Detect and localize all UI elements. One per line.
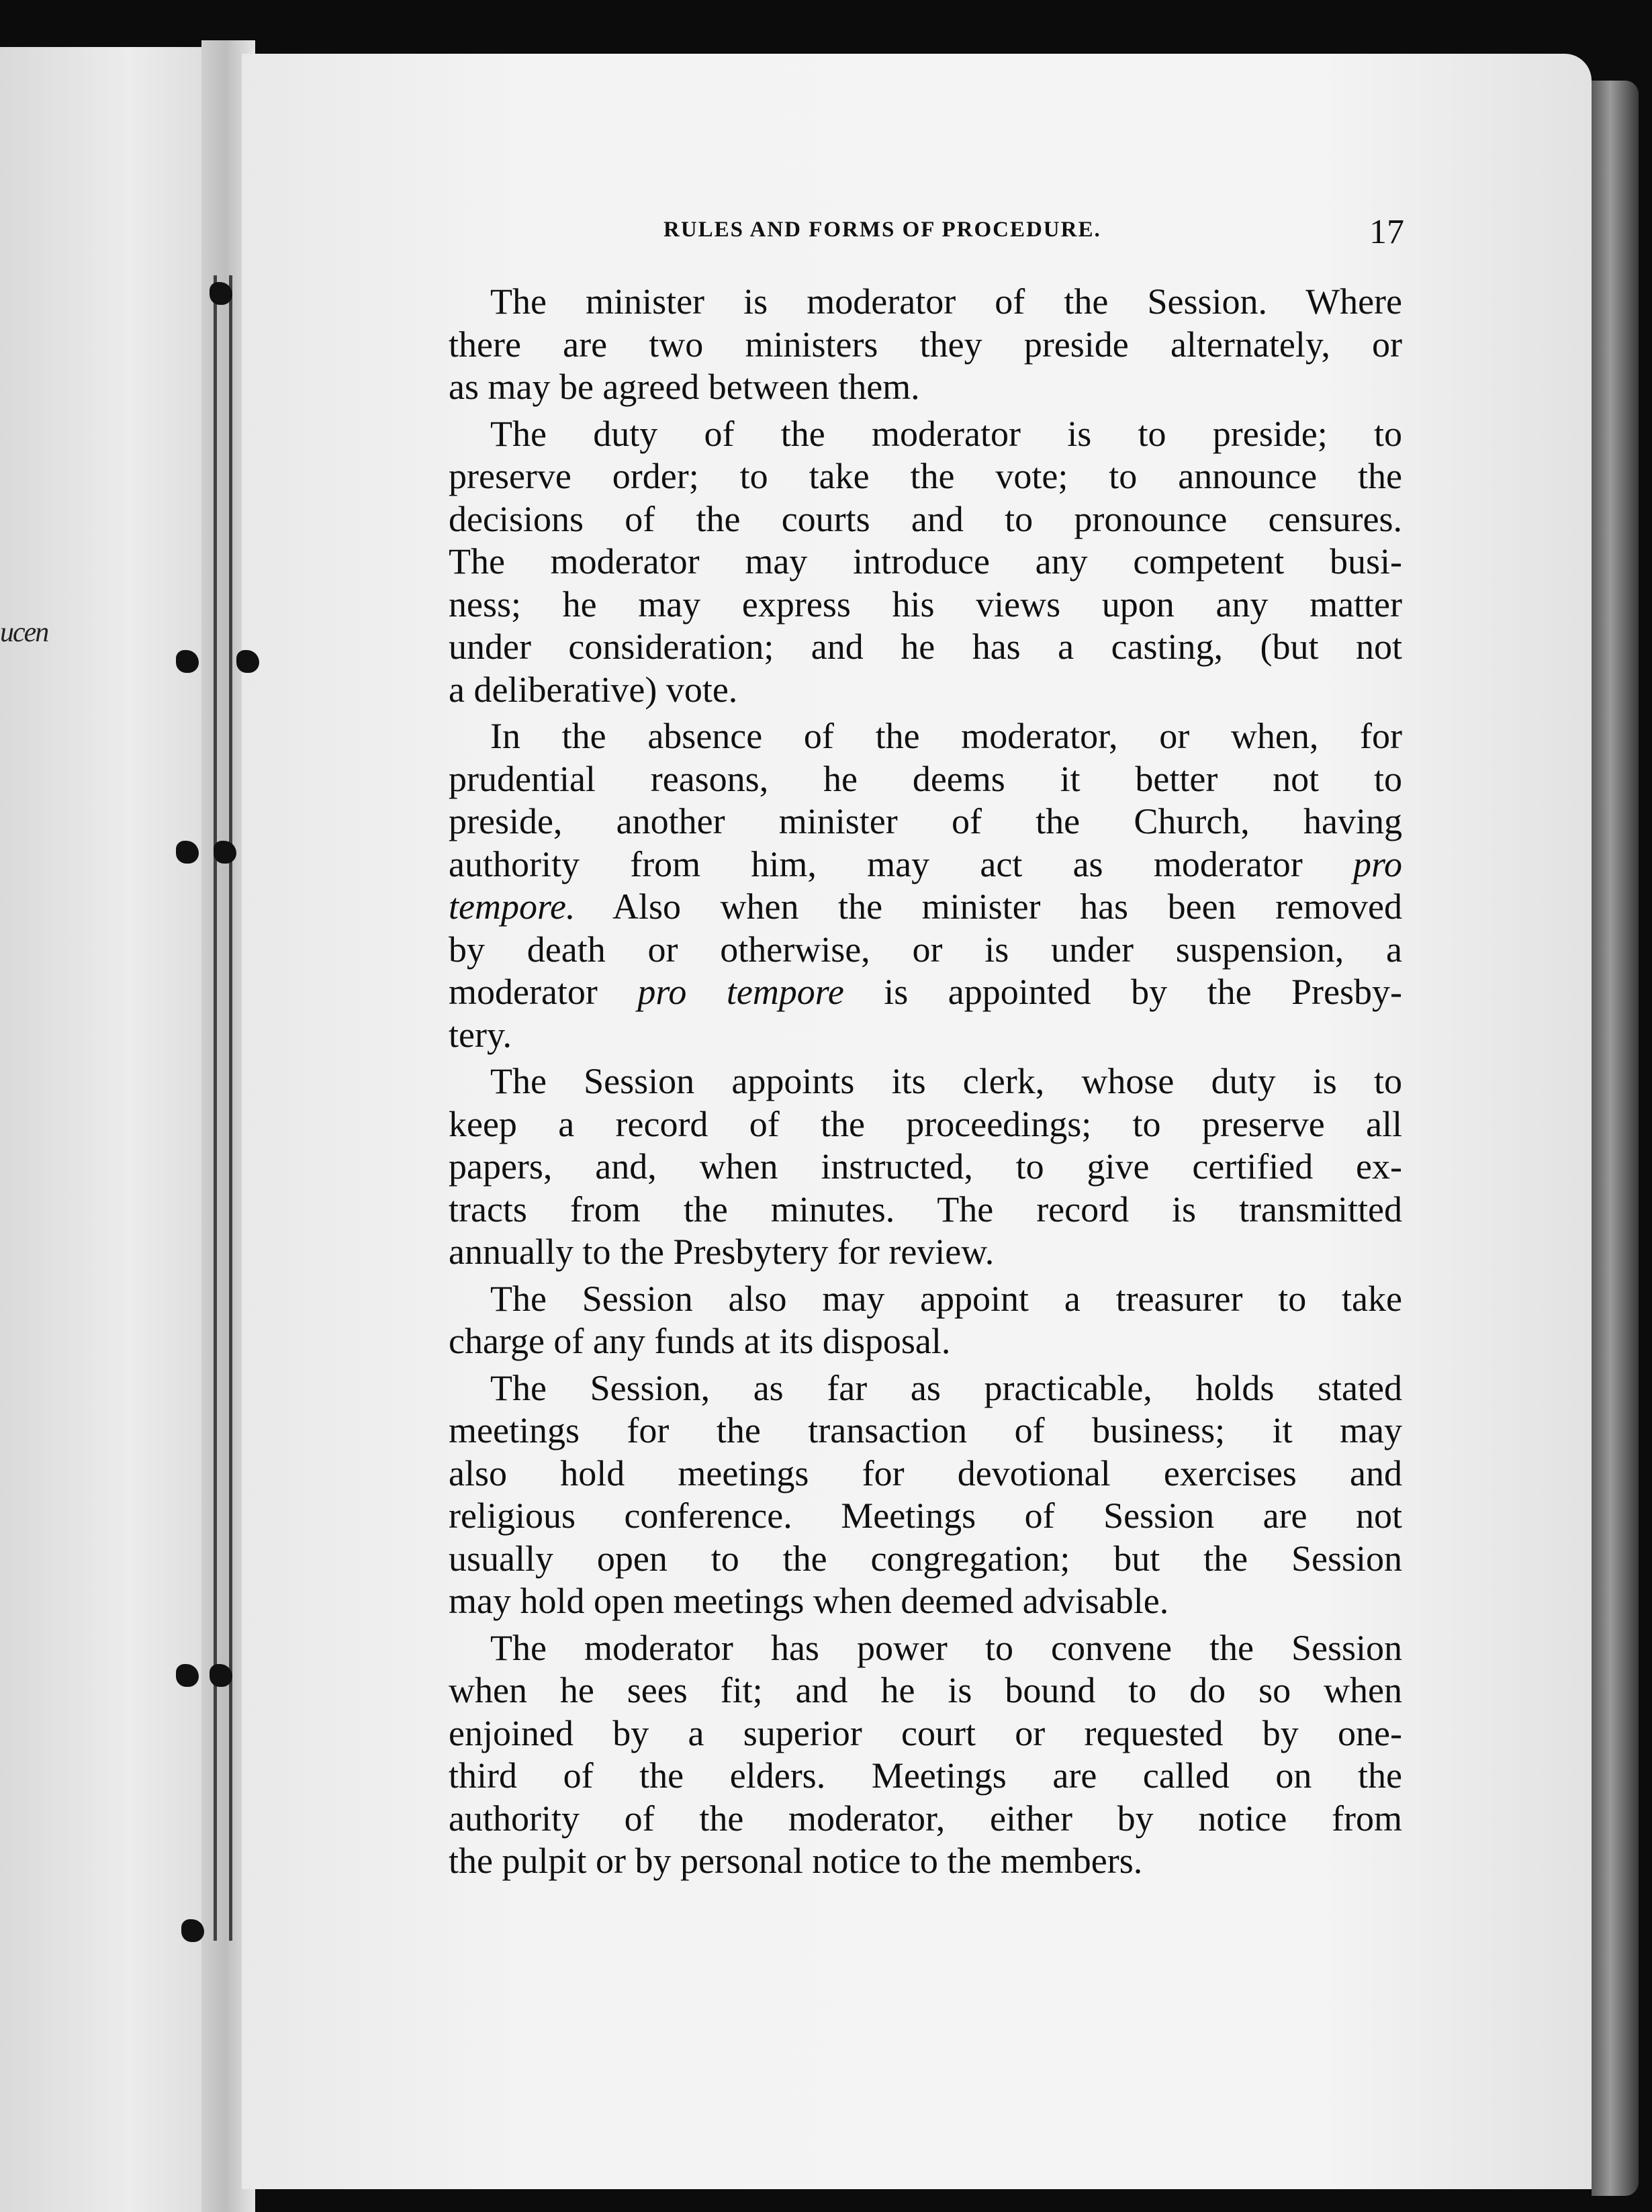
page-edge (1592, 81, 1639, 2196)
text-line: prudential reasons, he deems it better not to (449, 758, 1402, 799)
stitch-knot (214, 841, 236, 864)
text-line: The Session also may appoint a treasurer to take (490, 1278, 1402, 1319)
text-line: authority of the moderator, either by notice from (449, 1798, 1402, 1839)
text-line: tracts from the minutes. The record is transmitted (449, 1189, 1402, 1230)
text-line: meetings for the transaction of business; it may (449, 1410, 1402, 1450)
text-line (449, 843, 1402, 886)
stitch-knot (181, 1919, 204, 1942)
text-line: may hold open meetings when deemed advisable. (449, 1581, 1169, 1621)
paragraph (449, 281, 1402, 409)
text-line: usually open to the congregation; but the Session (449, 1538, 1402, 1579)
text-run: Also when the minister has been removed (575, 886, 1402, 927)
stitch-knot (176, 1664, 199, 1687)
stitch-knot (210, 282, 232, 305)
text-line: a deliberative) vote. (449, 669, 738, 710)
text-line: by death or otherwise, or is under suspension, a (449, 929, 1402, 970)
paragraph (449, 1367, 1402, 1623)
text-line: The moderator may introduce any competent busi- (449, 541, 1402, 582)
text-line: The moderator has power to convene the Session (490, 1627, 1402, 1668)
text-line: preside, another minister of the Church, having (449, 801, 1402, 841)
text-line: preserve order; to take the vote; to announce the (449, 456, 1402, 496)
text-line: ness; he may express his views upon any matter (449, 584, 1402, 625)
text-line: under consideration; and he has a casting, (but not (449, 627, 1402, 667)
paragraph (449, 1060, 1402, 1274)
stitch-knot (236, 650, 259, 673)
paragraph (449, 413, 1402, 712)
text-line: third of the elders. Meetings are called on the (449, 1755, 1402, 1796)
italic-run: pro tempore (637, 972, 844, 1012)
text-line: keep a record of the proceedings; to preserve all (449, 1103, 1402, 1144)
stitch-knot (176, 650, 199, 673)
text-line: The Session, as far as practicable, holds stated (490, 1367, 1402, 1408)
text-line: there are two ministers they preside alternately, or (449, 324, 1402, 365)
left-page (0, 47, 215, 2212)
italic-run: tempore. (449, 886, 576, 927)
stitch-knot (210, 1664, 232, 1687)
text-line: also hold meetings for devotional exercises and (449, 1453, 1402, 1493)
text-line (449, 886, 1402, 929)
page-number: 17 (1369, 213, 1404, 251)
running-head: RULES AND FORMS OF PROCEDURE. (663, 218, 1101, 242)
text-line: In the absence of the moderator, or when, for (490, 716, 1402, 756)
text-line: as may be agreed between them. (449, 367, 920, 407)
text-line: enjoined by a superior court or requested by one- (449, 1712, 1402, 1753)
text-line: The Session appoints its clerk, whose duty is to (490, 1061, 1402, 1101)
text-run: moderator (449, 972, 638, 1012)
paragraph (449, 1627, 1402, 1883)
italic-run: pro (1352, 843, 1402, 884)
text-line: The duty of the moderator is to preside; to (490, 413, 1402, 454)
body-text (449, 281, 1402, 1883)
text-line: annually to the Presbytery for review. (449, 1232, 995, 1272)
text-line: tery. (449, 1014, 512, 1055)
paragraph (449, 715, 1402, 1056)
paragraph (449, 1278, 1402, 1363)
text-line: when he sees fit; and he is bound to do so when (449, 1670, 1402, 1710)
text-line: religious conference. Meetings of Session are not (449, 1495, 1402, 1536)
text-line: decisions of the courts and to pronounce censures. (449, 498, 1402, 539)
text-line: The minister is moderator of the Session. Where (490, 281, 1402, 322)
text-run: authority from him, may act as moderator (449, 843, 1353, 884)
stitch-knot (176, 841, 199, 864)
text-line: charge of any funds at its disposal. (449, 1321, 951, 1361)
text-run: is appointed by the Presby- (843, 972, 1402, 1012)
text-line: the pulpit or by personal notice to the members. (449, 1841, 1143, 1881)
binding-stitch (214, 275, 232, 1941)
text-line (449, 971, 1402, 1014)
text-line: papers, and, when instructed, to give certified ex- (449, 1146, 1402, 1187)
margin-note: ucen (0, 617, 48, 648)
